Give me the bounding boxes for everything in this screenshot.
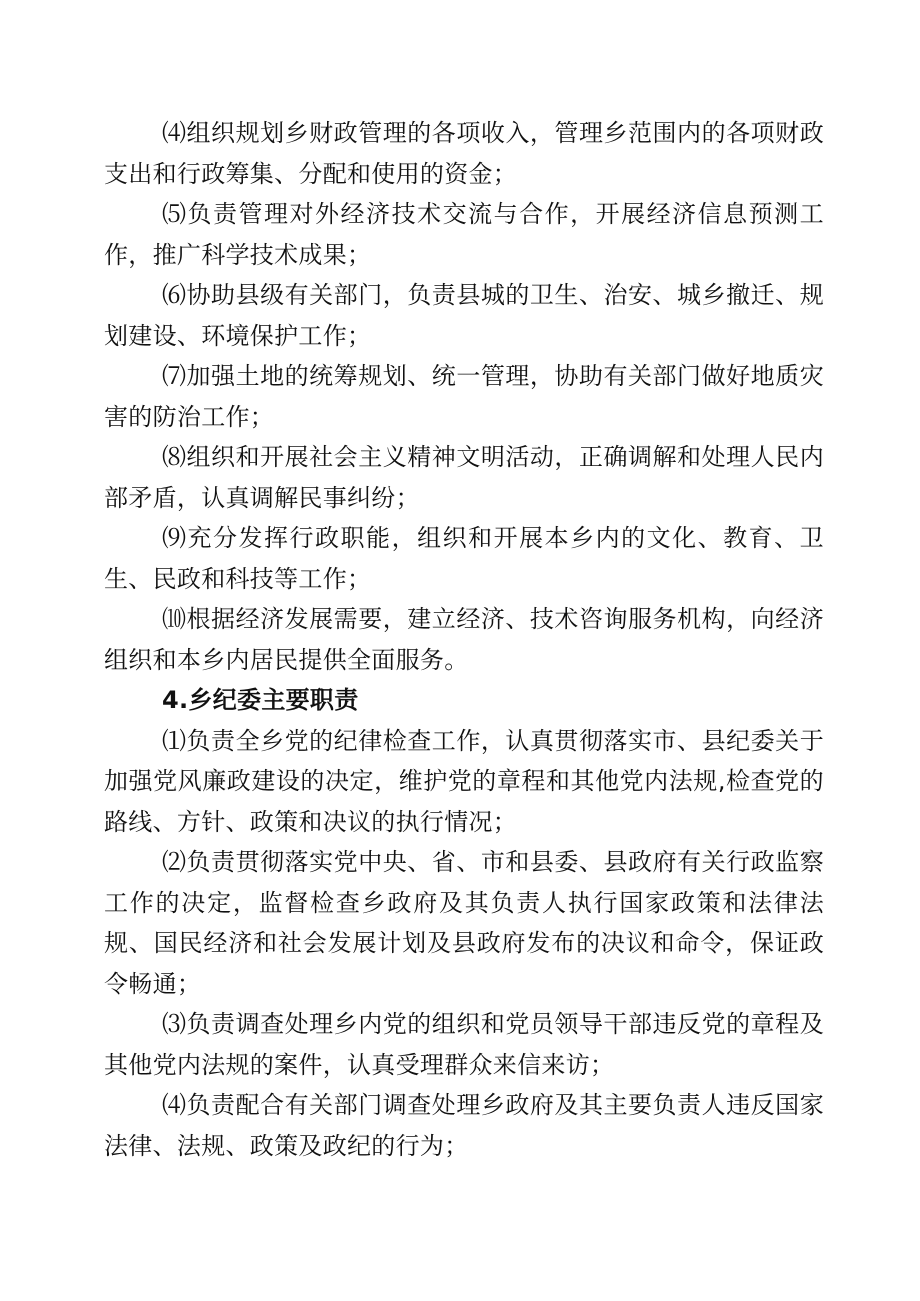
paragraph-item-9: ⑼充分发挥行政职能，组织和开展本乡内的文化、教育、卫生、民政和科技等工作；: [104, 524, 824, 593]
paragraph-duty-3: ⑶负责调查处理乡内党的组织和党员领导干部违反党的章程及其他党内法规的案件，认真受理群众来信来访；: [104, 1010, 824, 1079]
document-body: [104, 113, 824, 1166]
paragraph-item-7: ⑺加强土地的统筹规划、统一管理，协助有关部门做好地质灾害的防治工作；: [104, 362, 824, 431]
paragraph-item-4: ⑷组织规划乡财政管理的各项收入，管理乡范围内的各项财政支出和行政筹集、分配和使用的资金；: [104, 119, 824, 188]
paragraph-item-8: ⑻组织和开展社会主义精神文明活动，正确调解和处理人民内部矛盾，认真调解民事纠纷；: [104, 443, 824, 512]
paragraph-item-6: ⑹协助县级有关部门，负责县城的卫生、治安、城乡撤迁、规划建设、环境保护工作；: [104, 281, 824, 350]
paragraph-duty-4: ⑷负责配合有关部门调查处理乡政府及其主要负责人违反国家法律、法规、政策及政纪的行为；: [104, 1091, 824, 1160]
section-heading: 4.乡纪委主要职责: [162, 686, 359, 714]
paragraph-item-10: ⑽根据经济发展需要，建立经济、技术咨询服务机构，向经济组织和本乡内居民提供全面服务。: [104, 605, 824, 674]
paragraph-duty-2: ⑵负责贯彻落实党中央、省、市和县委、县政府有关行政监察工作的决定，监督检查乡政府及其负责人执行国家政策和法律法规、国民经济和社会发展计划及县政府发布的决议和命令，保证政令畅通；: [104, 848, 824, 998]
paragraph-item-5: ⑸负责管理对外经济技术交流与合作，开展经济信息预测工作，推广科学技术成果；: [104, 200, 824, 269]
paragraph-duty-1: ⑴负责全乡党的纪律检查工作，认真贯彻落实市、县纪委关于加强党风廉政建设的决定，维护党的章程和其他党内法规,检查党的路线、方针、政策和决议的执行情况；: [104, 726, 824, 836]
